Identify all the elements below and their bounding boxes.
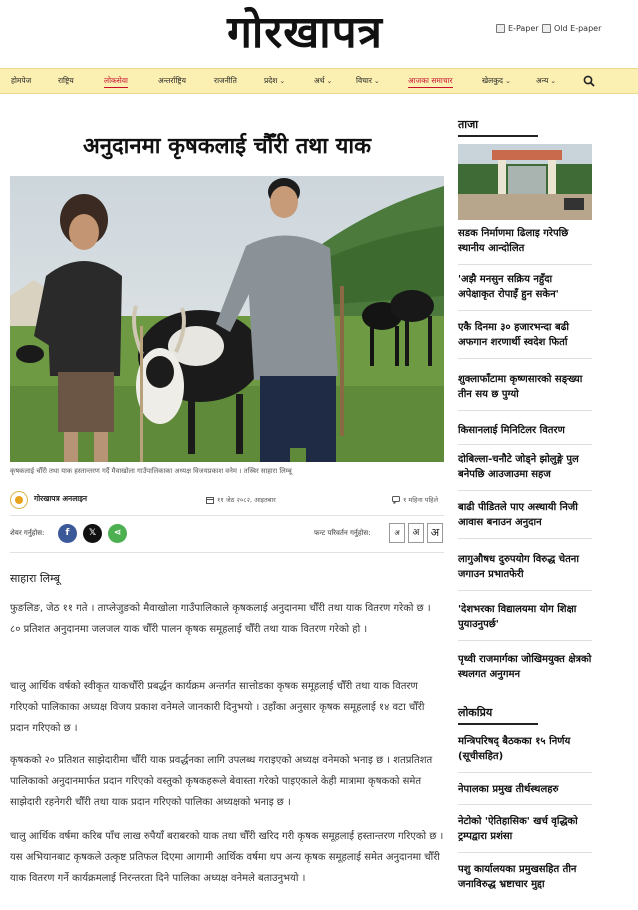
nav-item-label: अन्य: [536, 76, 549, 85]
popular-heading: लोकप्रिय: [458, 706, 493, 719]
divider: [458, 590, 592, 591]
divider: [10, 552, 444, 553]
share-icon[interactable]: ⋖: [108, 524, 127, 543]
latest-heading: ताजा: [458, 118, 479, 131]
relative-time: [392, 495, 438, 504]
popular-item[interactable]: नेपालका प्रमुख तीर्थस्थलहरु: [458, 784, 559, 795]
font-change-label: फन्ट परिवर्तन गर्नुहोस:: [314, 529, 371, 537]
newspaper-icon: [542, 24, 551, 33]
divider: [458, 310, 592, 311]
share-row: [10, 522, 444, 546]
font-size-small-button[interactable]: अ: [389, 523, 405, 543]
chevron-down-icon: ⌄: [326, 77, 333, 85]
comment-icon: [392, 496, 400, 504]
latest-item[interactable]: 'अझै मनसुन सक्रिय नहुँदा अपेक्षाकृत रोपाइँ हुन सकेन': [458, 274, 559, 300]
latest-item[interactable]: लागुऔषध दुरुपयोग विरुद्ध चेतना जगाउन प्रभातफेरी: [458, 554, 579, 580]
old-epaper-label: Old E-paper: [554, 24, 602, 33]
article-paragraph: कृषकको २० प्रतिशत साझेदारीमा चौँरी याक प्रवर्द्धनका लागि उपलब्ध गराइएको अध्यक्ष वनेमको भनाइ छ । शतप्रतिशत पालिकाको अनुदानमार्फत प्रदान गरिएको वस्तुको कृषकहरूले बेवास्ता गरेको पाइएकाले केही मात्रामा कृषकको समेत साझेदारी रहनेगरी चौँरी तथा याक प्रदान गरिएको पालिका अध्यक्षको भनाइ छ ।: [10, 755, 433, 808]
share-label: शेयर गर्नुहोस:: [10, 529, 45, 537]
publish-date-text: ११ जेठ २०८२, आइतबार: [217, 496, 276, 504]
divider: [10, 515, 444, 516]
divider: [458, 804, 592, 805]
font-size-large-button[interactable]: अ: [427, 523, 443, 543]
popular-item[interactable]: पशु कार्यालयका प्रमुखसहित तीन जनाविरुद्ध भ्रष्टाचार मुद्दा: [458, 864, 577, 890]
chevron-down-icon: ⌄: [373, 77, 380, 85]
nav-item-opinion[interactable]: [356, 76, 380, 86]
calendar-icon: [206, 496, 214, 504]
latest-item[interactable]: पृथ्वी राजमार्गका जोखिमयुक्त क्षेत्रको स्थलगत अनुगमन: [458, 654, 592, 680]
popular-item[interactable]: नेटोको 'ऐतिहासिक' खर्च वृद्धिको ट्रम्पद्वारा प्रशंसा: [458, 816, 578, 842]
heading-underline: [458, 723, 538, 725]
latest-item[interactable]: दोबिल्ला-चनौटे जोड्ने झोलुङ्गे पुल बनेपछि आउजाउमा सहज: [458, 454, 579, 480]
article-paragraph: फुङलिङ, जेठ ११ गते । ताप्लेजुङको मैवाखोला गाउँपालिकाले कृषकलाई अनुदानमा चौँरी तथा याक वितरण गरेको छ । ८० प्रतिशत अनुदानमा जलजल याक चौँरी पालन कृषक समूहलाई चौँरी तथा याक वितरण गरेको हो ।: [10, 603, 431, 635]
divider: [458, 538, 592, 539]
author-name[interactable]: गोरखापत्र अनलाइन: [34, 494, 88, 503]
facebook-icon[interactable]: f: [58, 524, 77, 543]
masthead: [0, 0, 638, 68]
article-paragraph: चालु आर्थिक वर्षमा करिब पाँच लाख रुपैयाँ बराबरको याक तथा चौँरी खरिद गरी कृषक समूहलाई हस्तान्तरण गरिएको छ । यस अभियानबाट कृषकले उत्कृष्ट प्रतिफल दिएमा आगामी आर्थिक वर्षमा थप अन्य कृषक समूहलाई समेत अनुदानमा चौँरी याक वितरण गर्ने कार्यक्रमलाई निरन्तरता दिने पालिका अध्यक्ष वनेमले बताउनुभयो ।: [10, 831, 444, 884]
nav-item-home[interactable]: होमपेज: [11, 76, 32, 85]
latest-item[interactable]: किसानलाई मिनिटिलर वितरण: [458, 425, 565, 436]
divider: [458, 772, 592, 773]
nav-item-province[interactable]: [264, 76, 285, 86]
nav-item-today-news[interactable]: आजका समाचार: [408, 76, 453, 88]
divider: [458, 410, 592, 411]
divider: [458, 852, 592, 853]
search-icon[interactable]: [583, 75, 595, 87]
latest-item[interactable]: सडक निर्माणमा ढिलाइ गरेपछि स्थानीय आन्दोलित: [458, 228, 569, 254]
divider: [458, 490, 592, 491]
nav-item-other[interactable]: [536, 76, 556, 86]
latest-thumbnail[interactable]: [458, 144, 592, 220]
main-nav: [0, 68, 638, 94]
epaper-label: E-Paper: [508, 24, 539, 33]
article-photo: [10, 176, 444, 462]
article-paragraph: चालु आर्थिक वर्षको स्वीकृत याकचौँरी प्रबर्द्धन कार्यक्रम अन्तर्गत सात्तोडका कृषक समूहलाई चौँरी तथा याक वितरण गरिएको पालिकाका अध्यक्ष विजय प्रकाश वनेमले जानकारी दिनुभयो । उहाँका अनुसार कृषक समूहलाई १४ वटा चौँरी प्रदान गरिएको छ ।: [10, 681, 425, 734]
epaper-link[interactable]: [496, 24, 539, 33]
nav-item-politics[interactable]: राजनीति: [214, 76, 237, 85]
latest-item[interactable]: बाढी पीडितले पाए अस्थायी निजी आवास बनाउन अनुदान: [458, 502, 578, 528]
nav-item-international[interactable]: अन्तर्राष्ट्रिय: [158, 76, 186, 85]
x-icon[interactable]: 𝕏: [83, 524, 102, 543]
nav-item-label: विचार: [356, 76, 372, 85]
chevron-down-icon: ⌄: [550, 77, 557, 85]
popular-item[interactable]: मन्त्रिपरिषद् बैठकका १५ निर्णय (सूचीसहित): [458, 736, 571, 762]
divider: [458, 444, 592, 445]
latest-item[interactable]: 'देशभरका विद्यालयमा योग शिक्षा पुयाउनुपर्छ': [458, 604, 577, 630]
divider: [458, 264, 592, 265]
nav-item-label: अर्थ: [314, 76, 325, 85]
nav-item-label: खेलकुद: [482, 76, 503, 85]
latest-item[interactable]: एकै दिनमा ३० हजारभन्दा बढी अफगान शरणार्थी स्वदेश फिर्ता: [458, 322, 569, 348]
heading-underline: [458, 135, 538, 137]
old-epaper-link[interactable]: [542, 24, 601, 33]
author-avatar: [10, 491, 28, 509]
relative-time-text: १ महिना पहिले: [402, 496, 438, 504]
photo-caption: कृषकलाई चौँरी तथा याक हस्तान्तरण गर्दै मैवाखोला गाउँपालिकाका अध्यक्ष विजयप्रकाश वनेम । तस्बिर साहारा लिम्बू: [10, 467, 292, 475]
byline: [10, 490, 444, 512]
divider: [458, 358, 592, 359]
latest-item[interactable]: शुक्लाफाँटामा कृष्णसारको सङ्ख्या तीन सय छ पुग्यो: [458, 374, 583, 400]
chevron-down-icon: ⌄: [279, 77, 286, 85]
divider: [458, 640, 592, 641]
site-logo[interactable]: गोरखापत्र: [227, 7, 383, 58]
article-title: अनुदानमा कृषकलाई चौँरी तथा याक: [82, 134, 372, 159]
nav-item-loksewa[interactable]: लोकसेवा: [104, 76, 128, 88]
nav-item-label: प्रदेश: [264, 76, 278, 85]
chevron-down-icon: ⌄: [504, 77, 511, 85]
nav-item-economy[interactable]: [314, 76, 332, 86]
reporter-name: साहारा लिम्बू: [10, 572, 60, 585]
nav-item-national[interactable]: राष्ट्रिय: [58, 76, 74, 85]
newspaper-icon: [496, 24, 505, 33]
publish-date: [206, 495, 276, 504]
font-size-medium-button[interactable]: अ: [408, 523, 424, 543]
nav-item-sports[interactable]: [482, 76, 511, 86]
